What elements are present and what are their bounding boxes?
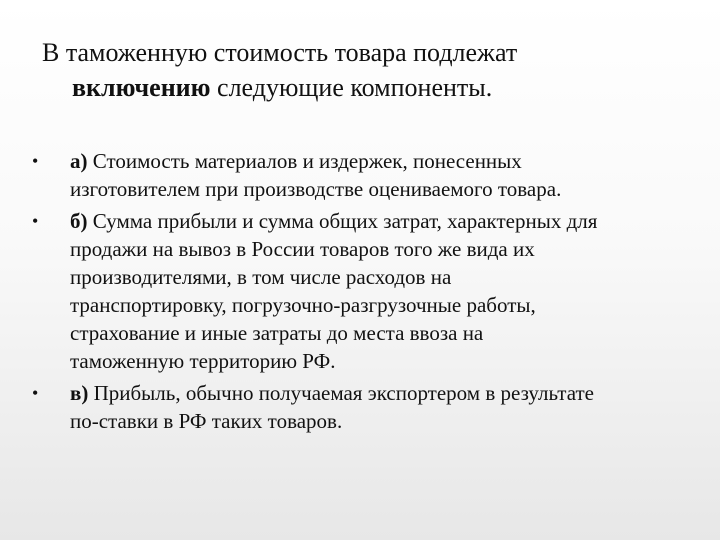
bullet-item-a [30,147,710,203]
title-line-2-rest: следующие компоненты. [210,73,493,102]
bullet-line [70,379,710,407]
bullet-dot-icon: • [32,383,39,403]
slide-title [42,35,682,105]
bullet-line: изготовителем при производстве оцениваемого товара. [70,177,562,201]
bullet-text: Сумма прибыли и сумма общих затрат, характерных для [87,209,598,233]
bullet-text: Стоимость материалов и издержек, понесенных [87,149,522,173]
title-line-1: В таможенную стоимость товара подлежат [42,38,518,67]
bullet-item-c [30,379,710,435]
bullet-list [30,147,710,439]
bullet-line: продажи на вывоз в России товаров того же вида их [70,237,535,261]
bullet-label: а) [70,149,88,173]
bullet-label: в) [70,381,89,405]
bullet-line [70,147,710,175]
bullet-line: страхование и иные затраты до места ввоза на [70,321,484,345]
bullet-dot-icon: • [32,151,39,171]
bullet-line: таможенную территорию РФ. [70,349,336,373]
bullet-item-b [30,207,710,375]
bullet-label: б) [70,209,88,233]
bullet-text: Прибыль, обычно получаемая экспортером в результате [88,381,594,405]
bullet-line: по-ставки в РФ таких товаров. [70,409,343,433]
bullet-line: производителями, в том числе расходов на [70,265,452,289]
title-line-2 [42,70,682,105]
title-emphasis: включению [72,73,211,102]
bullet-line [70,207,710,235]
bullet-dot-icon: • [32,211,39,231]
bullet-line: транспортировку, погрузочно-разгрузочные работы, [70,293,536,317]
